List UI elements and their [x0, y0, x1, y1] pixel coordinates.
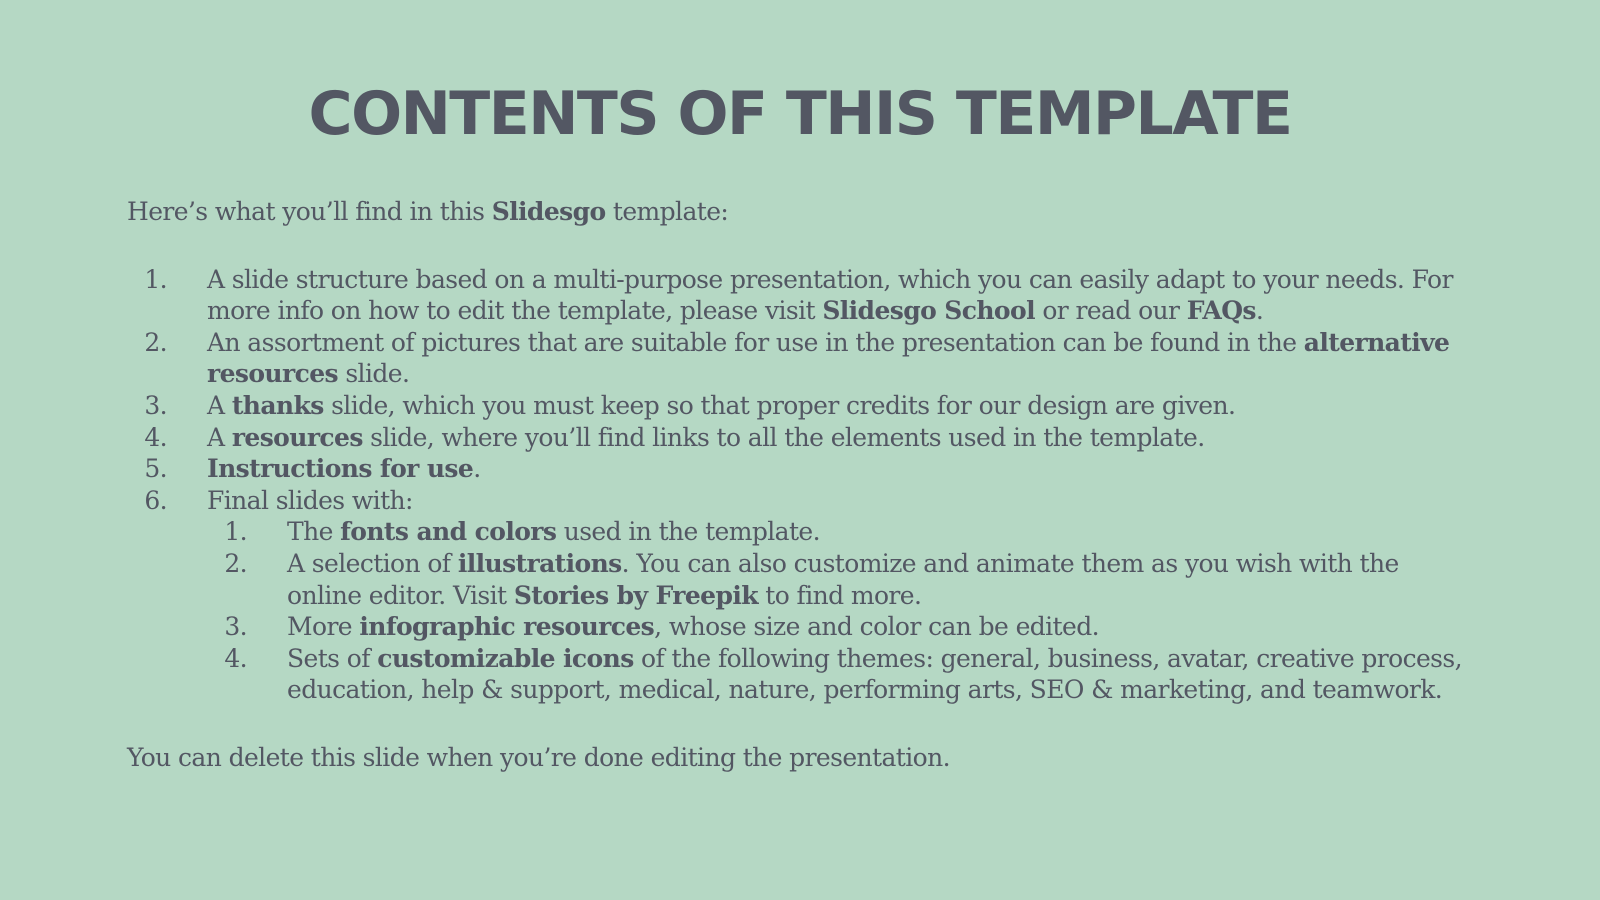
- item-text: Sets of: [287, 643, 378, 673]
- outro-paragraph: You can delete this slide when you’re done editing the presentation.: [127, 742, 950, 772]
- item-text: Final slides with:: [207, 485, 413, 515]
- sub-list-item-1: [207, 516, 1477, 548]
- item-bold: Slidesgo School: [822, 296, 1035, 326]
- item-text: A slide structure based on a multi-purpose presentation, which you can easily adapt to your needs. For more info on how to edit the template, please visit: [207, 264, 1453, 326]
- item-bold: resources: [231, 422, 363, 452]
- item-text: of the following themes: general, business, avatar, creative process, education, help & support, medical, nature, performing arts, SEO & marketing, and teamwork.: [287, 643, 1462, 705]
- item-text: More: [287, 612, 360, 642]
- item-bold: illustrations: [457, 548, 622, 578]
- list-item-6: [127, 485, 1477, 706]
- slide-title: CONTENTS OF THIS TEMPLATE: [308, 79, 1292, 149]
- list-number: 4.: [224, 643, 247, 673]
- list-item-4: [127, 422, 1477, 454]
- item-bold: thanks: [231, 390, 324, 420]
- list-number: 1.: [144, 264, 167, 294]
- contents-list: [127, 264, 1477, 706]
- intro-text: Here’s what you’ll find in this: [127, 197, 492, 226]
- item-text: slide, where you’ll find links to all the elements used in the template.: [362, 422, 1205, 452]
- sub-list-item-4: [207, 643, 1477, 706]
- list-number: 2.: [144, 327, 167, 357]
- item-bold: Instructions for use: [207, 454, 474, 484]
- item-bold: Stories by Freepik: [513, 580, 758, 610]
- item-text: A selection of: [287, 548, 458, 578]
- intro-bold: Slidesgo: [491, 197, 606, 226]
- item-bold: fonts and colors: [340, 517, 557, 547]
- list-item-5: [127, 453, 1477, 485]
- list-item-1: [127, 264, 1477, 327]
- item-text: used in the template.: [556, 517, 820, 547]
- list-number: 4.: [144, 422, 167, 452]
- item-text: .: [1255, 296, 1264, 326]
- list-number: 3.: [224, 612, 247, 642]
- intro-paragraph: [127, 196, 1477, 228]
- list-item-2: [127, 327, 1477, 390]
- item-bold: alternative resources: [207, 327, 1450, 389]
- item-text: or read our: [1034, 296, 1187, 326]
- list-number: 1.: [224, 517, 247, 547]
- item-text: , whose size and color can be edited.: [654, 612, 1099, 642]
- item-text: A: [207, 422, 232, 452]
- list-number: 2.: [224, 548, 247, 578]
- sub-list-item-3: [207, 611, 1477, 643]
- sub-list-item-2: [207, 548, 1477, 611]
- sub-list: [207, 516, 1477, 706]
- item-bold: infographic resources: [359, 612, 655, 642]
- list-number: 5.: [144, 454, 167, 484]
- item-text: .: [473, 454, 481, 484]
- list-number: 6.: [144, 485, 167, 515]
- item-text: The: [287, 517, 341, 547]
- item-bold: customizable icons: [377, 643, 634, 673]
- item-text: to find more.: [757, 580, 922, 610]
- list-item-3: [127, 390, 1477, 422]
- item-text: . You can also customize and animate them as you wish with the online editor. Visit: [287, 548, 1399, 610]
- item-bold: FAQs: [1186, 296, 1256, 326]
- item-text: An assortment of pictures that are suitable for use in the presentation can be found in the: [207, 327, 1304, 357]
- slide-body: [127, 196, 1477, 774]
- item-text: slide.: [337, 359, 410, 389]
- item-text: slide, which you must keep so that proper credits for our design are given.: [323, 390, 1236, 420]
- item-text: A: [207, 390, 232, 420]
- list-number: 3.: [144, 390, 167, 420]
- intro-suffix: template:: [605, 197, 729, 226]
